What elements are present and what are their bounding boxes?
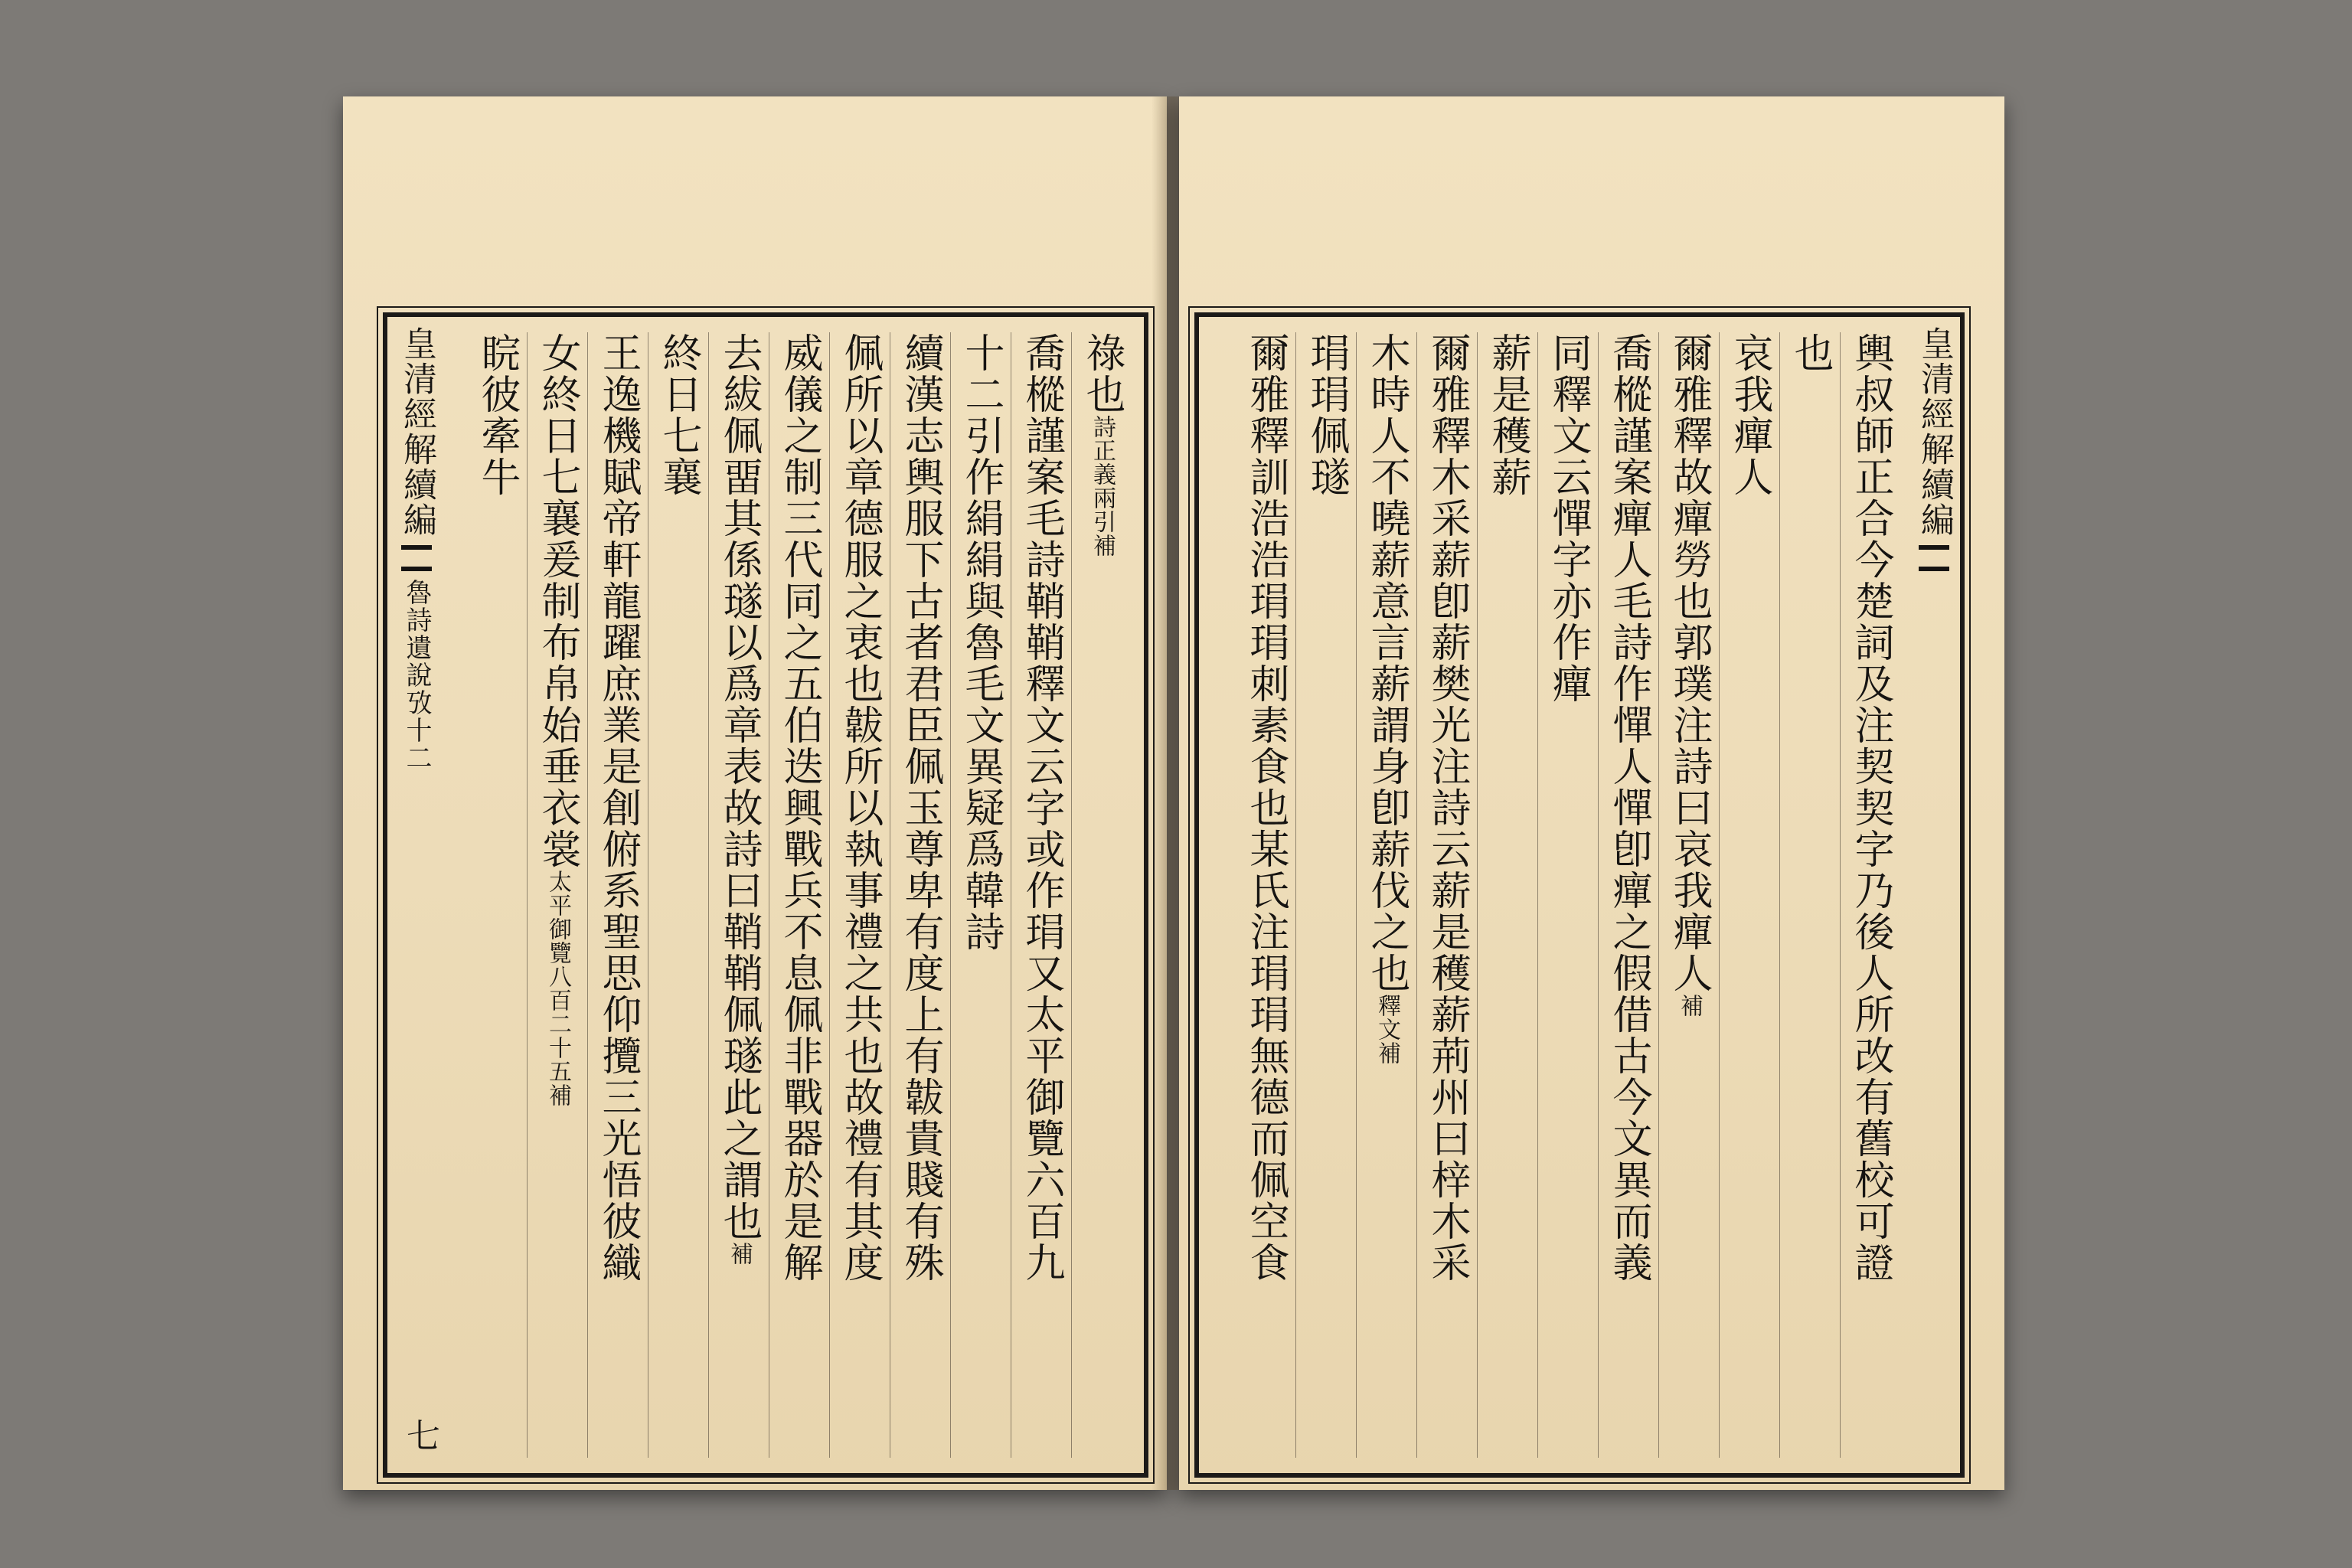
right-banxin [1909, 326, 1955, 1464]
text-column: 威儀之制三代同之五伯迭興戰兵不息佩非戰器於是解 [769, 332, 829, 1458]
banxin-leaf-number: 七 [400, 1418, 439, 1453]
text-column: 祿也詩正義兩引補 [1071, 332, 1132, 1458]
text-column: 也 [1779, 332, 1840, 1458]
text-column: 哀我癉人 [1719, 332, 1779, 1458]
text-column: 同釋文云憚字亦作癉 [1537, 332, 1598, 1458]
text-column: 佩所以章德服之衷也韍所以執事禮之共也故禮有其度 [829, 332, 890, 1458]
text-column: 薪是穫薪 [1477, 332, 1537, 1458]
text-column: 爾雅釋訓浩浩琄琄刺素食也某氏注琄琄無德而佩空食 [1243, 332, 1289, 1283]
banxin-section: 魯詩遺說攷十二 [401, 579, 432, 772]
left-text-columns [447, 332, 1132, 1458]
right-page-frame [1194, 312, 1965, 1478]
text-column: 女終日七襄爰制布帛始垂衣裳太平御覽八百二十五補 [527, 332, 587, 1458]
left-page-frame [383, 312, 1148, 1478]
text-column: 喬樅謹案毛詩鞘鞘釋文云字或作琄又太平御覽六百九 [1011, 332, 1071, 1458]
text-column: 去紱佩畱其係璲以爲章表故詩曰鞘鞘佩璲此之謂也補 [708, 332, 769, 1458]
text-column: 十二引作絹絹與魯毛文異疑爲韓詩 [950, 332, 1011, 1458]
text-column: 喬樅謹案癉人毛詩作憚人憚卽癉之假借古今文異而義 [1598, 332, 1658, 1458]
text-column: 爾雅釋木采薪卽薪樊光注詩云薪是穫薪荊州曰梓木采 [1416, 332, 1477, 1458]
fishtail-mark [401, 545, 432, 571]
text-column: 輿叔師正合今楚詞及注契契字乃後人所改有舊校可證 [1840, 332, 1900, 1458]
banxin-title: 皇清經解續編 [1915, 326, 1954, 537]
left-banxin [392, 326, 438, 1464]
text-column: 終日七襄 [648, 332, 708, 1458]
text-column: 琄琄佩璲 [1295, 332, 1356, 1458]
text-column: 睆彼牽牛 [474, 332, 520, 498]
text-column: 爾雅釋故癉勞也郭璞注詩曰哀我癉人補 [1658, 332, 1719, 1458]
text-column: 木時人不曉薪意言薪謂身卽薪伐之也釋文補 [1356, 332, 1416, 1458]
text-column: 續漢志輿服下古者君臣佩玉尊卑有度上有韍貴賤有殊 [890, 332, 950, 1458]
right-page [1179, 96, 2004, 1490]
text-column: 王逸機賦帝軒龍躍庶業是創俯系聖思仰攬三光悟彼織 [587, 332, 648, 1458]
right-text-columns [1210, 332, 1900, 1458]
fishtail-mark [1919, 545, 1949, 571]
banxin-title: 皇清經解續編 [397, 326, 436, 537]
left-page [343, 96, 1167, 1490]
